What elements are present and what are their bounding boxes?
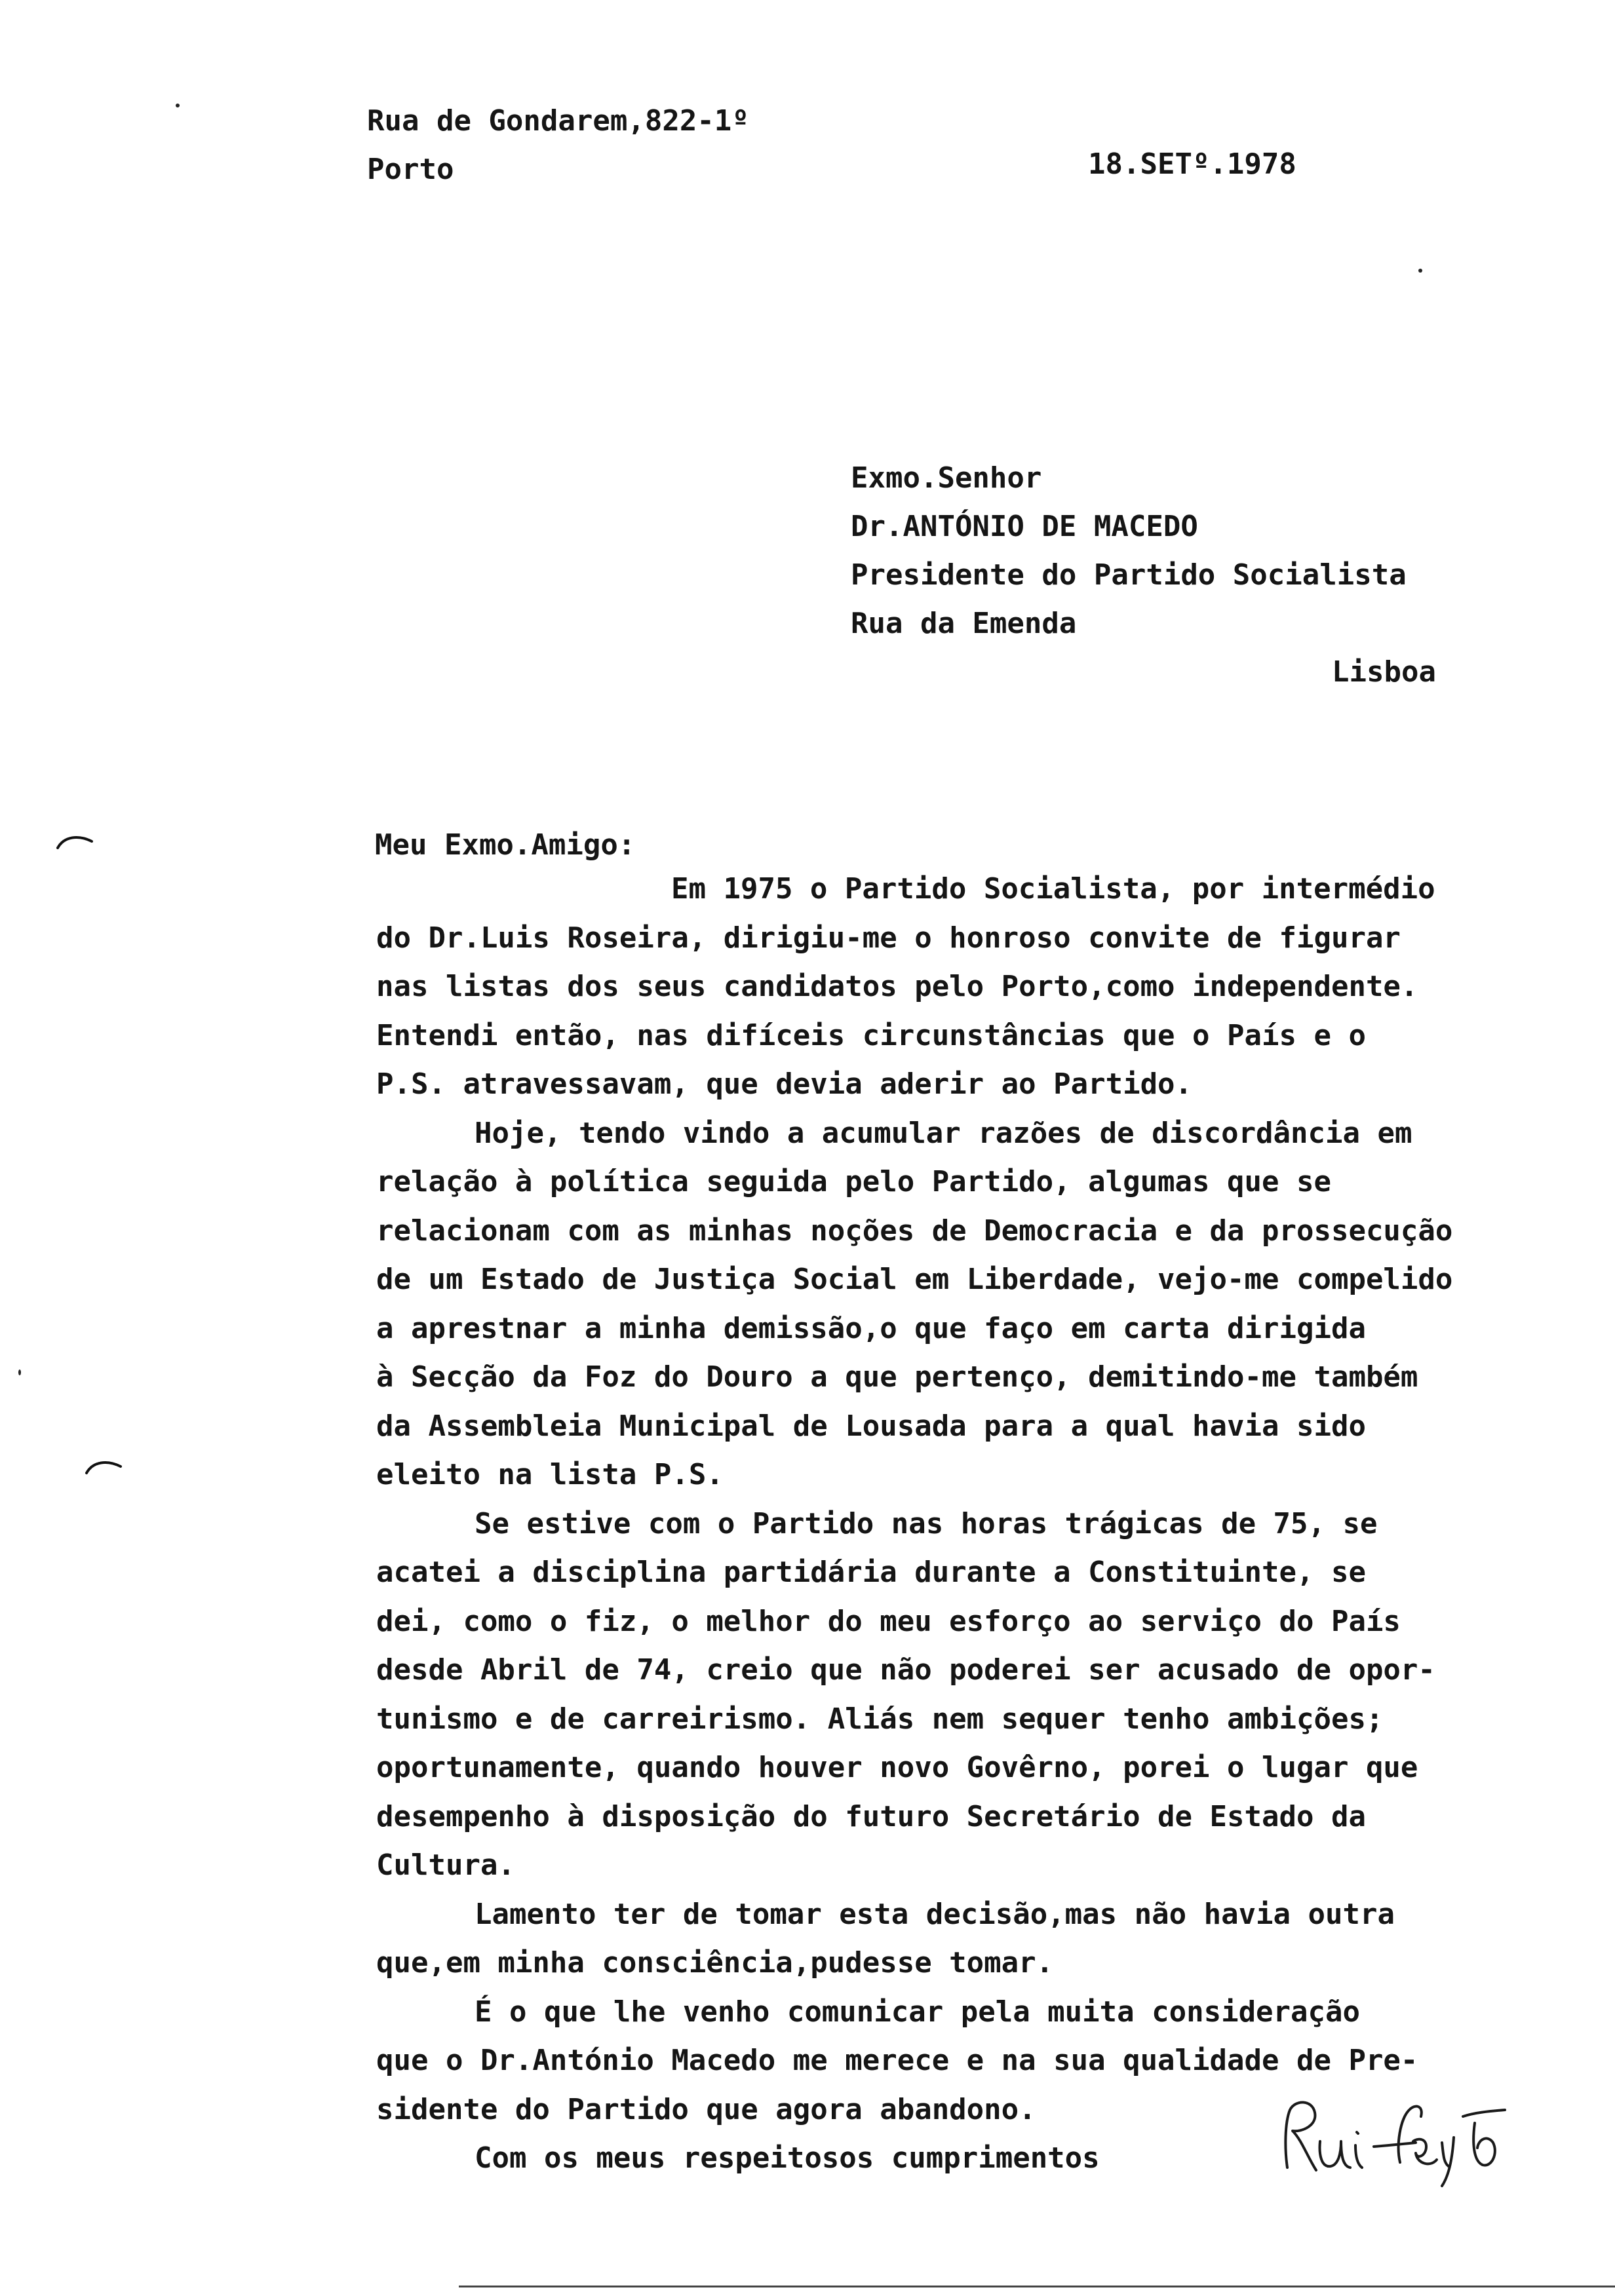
body-line: dei, como o fiz, o melhor do meu esforço ao serviço do País bbox=[376, 1604, 1401, 1638]
sender-street: Rua de Gondarem,822-1º bbox=[367, 104, 749, 138]
body-line: de um Estado de Justiça Social em Liberdade, vejo-me compelido bbox=[376, 1263, 1453, 1296]
body-line: Hoje, tendo vindo a acumular razões de discordância em bbox=[475, 1116, 1412, 1150]
closing-line: Com os meus respeitosos cumprimentos bbox=[475, 2141, 1100, 2175]
body-line: É o que lhe venho comunicar pela muita consideração bbox=[475, 1995, 1361, 2029]
punch-hole-mark-icon bbox=[55, 831, 94, 851]
greeting: Meu Exmo.Amigo: bbox=[375, 828, 636, 862]
body-line: tunismo e de carreirismo. Aliás nem sequer tenho ambições; bbox=[376, 1702, 1384, 1736]
body-line: desde Abril de 74, creio que não poderei ser acusado de opor- bbox=[376, 1653, 1435, 1687]
recipient-block bbox=[851, 454, 1436, 697]
body-line: que o Dr.António Macedo me merece e na sua qualidade de Pre- bbox=[376, 2044, 1418, 2077]
body-line: que,em minha consciência,pudesse tomar. bbox=[376, 1946, 1054, 1980]
body-line: Lamento ter de tomar esta decisão,mas não havia outra bbox=[475, 1897, 1395, 1931]
body-line: Entendi então, nas difíceis circunstâncias que o País e o bbox=[376, 1018, 1366, 1052]
body-line: desempenho à disposição do futuro Secretário de Estado da bbox=[376, 1799, 1366, 1833]
page-bottom-edge bbox=[459, 2286, 1615, 2287]
letter-date: 18.SETº.1978 bbox=[1088, 147, 1296, 181]
punch-hole-mark-icon bbox=[84, 1456, 123, 1476]
scan-speck bbox=[18, 1369, 21, 1375]
body-line: nas listas dos seus candidatos pelo Porto,como independente. bbox=[376, 970, 1418, 1003]
body-line: relacionam com as minhas noções de Democracia e da prossecução bbox=[376, 1214, 1453, 1248]
body-line: Em 1975 o Partido Socialista, por intermédio bbox=[671, 872, 1435, 906]
body-line: eleito na lista P.S. bbox=[376, 1458, 724, 1491]
body-line: acatei a disciplina partidária durante a Constituinte, se bbox=[376, 1556, 1366, 1589]
body-line: à Secção da Foz do Douro a que pertenço, demitindo-me também bbox=[376, 1360, 1418, 1394]
handwritten-signature bbox=[1278, 2090, 1521, 2189]
body-line: do Dr.Luis Roseira, dirigiu-me o honroso convite de figurar bbox=[376, 921, 1401, 955]
scan-speck bbox=[1418, 269, 1422, 273]
recipient-city: Lisboa bbox=[1332, 655, 1436, 689]
body-line: oportunamente, quando houver novo Govêrno, porei o lugar que bbox=[376, 1751, 1418, 1784]
recipient-street: Rua da Emenda bbox=[851, 607, 1077, 640]
scan-speck bbox=[176, 104, 180, 107]
body-line: Cultura. bbox=[376, 1848, 515, 1882]
body-line: Se estive com o Partido nas horas trágicas de 75, se bbox=[475, 1506, 1378, 1540]
body-line: da Assembleia Municipal de Lousada para a qual havia sido bbox=[376, 1409, 1366, 1443]
body-line: a aprestnar a minha demissão,o que faço em carta dirigida bbox=[376, 1311, 1366, 1345]
sender-city: Porto bbox=[367, 153, 454, 186]
letter-body bbox=[376, 865, 1615, 2183]
body-line: sidente do Partido que agora abandono. bbox=[376, 2092, 1036, 2126]
sender-address-block bbox=[367, 97, 749, 194]
recipient-title: Presidente do Partido Socialista bbox=[851, 558, 1407, 592]
body-line: P.S. atravessavam, que devia aderir ao Partido. bbox=[376, 1067, 1193, 1101]
body-line: relação à política seguida pelo Partido, algumas que se bbox=[376, 1165, 1331, 1198]
recipient-name: Dr.ANTÓNIO DE MACEDO bbox=[851, 510, 1198, 543]
recipient-salutation: Exmo.Senhor bbox=[851, 461, 1042, 495]
